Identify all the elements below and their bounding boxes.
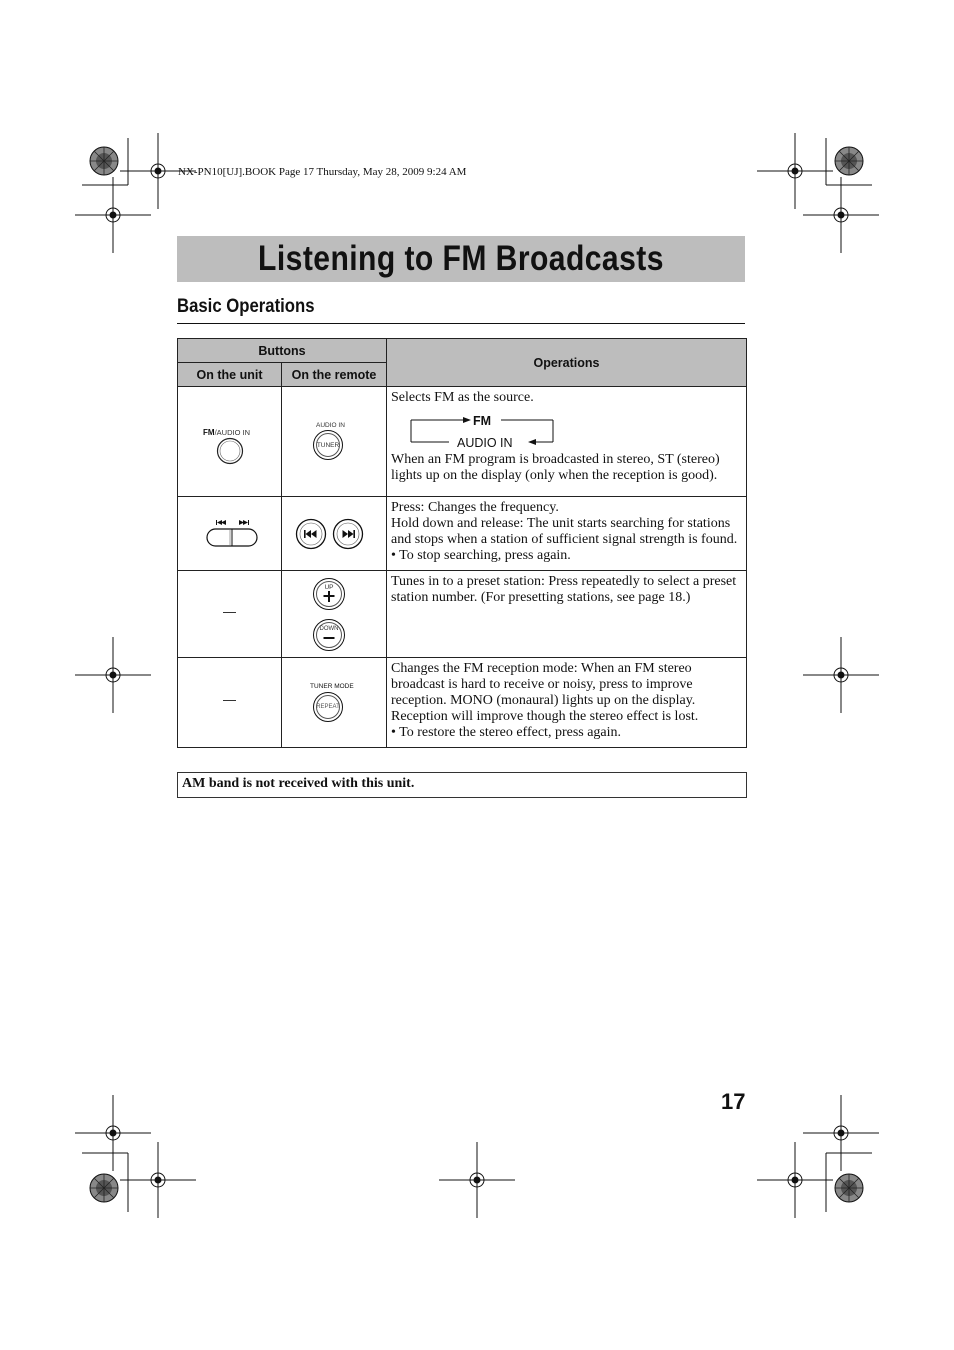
dial-mark-top-left bbox=[90, 147, 118, 175]
tuner-button[interactable]: TUNER bbox=[313, 430, 343, 460]
desc-stereo-note: When an FM program is broadcasted in stereo, ST (stereo) lights up on the display (only when the reception is good). bbox=[391, 452, 720, 483]
header-buttons: Buttons bbox=[178, 339, 387, 363]
remote-tuner-cell bbox=[282, 387, 387, 497]
source-cycle-diagram bbox=[391, 406, 742, 452]
page-title-bar bbox=[177, 236, 745, 282]
table-row bbox=[178, 571, 747, 658]
remote-skip-cell bbox=[282, 497, 387, 571]
table-row bbox=[178, 497, 747, 571]
diagram-fm: FM bbox=[473, 414, 492, 428]
diagram-audio-in: AUDIO IN bbox=[457, 436, 513, 450]
preset-down-button[interactable]: DOWN bbox=[313, 619, 345, 651]
preset-up-button[interactable]: UP bbox=[313, 578, 345, 610]
repeat-button[interactable]: REPEAT bbox=[313, 692, 343, 722]
desc-preset: Tunes in to a preset station: Press repeatedly to select a preset station number. (For presetting stations, see page 18.) bbox=[391, 574, 737, 605]
desc-intro: Selects FM as the source. bbox=[391, 390, 534, 405]
section-title: Basic Operations bbox=[177, 296, 315, 317]
header-on-unit: On the unit bbox=[178, 363, 282, 387]
unit-none-dash: — bbox=[223, 604, 236, 619]
row-description bbox=[387, 571, 747, 658]
unit-skip-cell bbox=[178, 497, 282, 571]
table-row bbox=[178, 387, 747, 497]
print-header: NX-PN10[UJ].BOOK Page 17 Thursday, May 28, 2009 9:24 AM bbox=[178, 166, 467, 178]
dial-mark-top-right bbox=[835, 147, 863, 175]
header-operations: Operations bbox=[387, 339, 747, 387]
dial-mark-bottom-right bbox=[835, 1174, 863, 1202]
page-number: 17 bbox=[721, 1089, 746, 1114]
remote-tuner-mode-cell bbox=[282, 658, 387, 748]
desc-mode: Changes the FM reception mode: When an FM stereo broadcast is hard to receive or noisy, press to improve reception. MONO (monaural) lights up on the display. Reception will improve though the stereo effect is lost. bbox=[391, 661, 699, 724]
am-band-note: AM band is not received with this unit. bbox=[177, 772, 747, 798]
desc-stop: • To stop searching, press again. bbox=[391, 548, 571, 563]
header-on-remote: On the remote bbox=[282, 363, 387, 387]
table-row bbox=[178, 658, 747, 748]
unit-skip-buttons[interactable] bbox=[205, 517, 260, 549]
unit-none-dash: — bbox=[223, 692, 236, 707]
section-heading bbox=[177, 296, 745, 324]
unit-fm-audio-in-cell bbox=[178, 387, 282, 497]
skip-back-button[interactable] bbox=[295, 518, 329, 552]
desc-restore: • To restore the stereo effect, press again. bbox=[391, 725, 622, 740]
skip-forward-button[interactable] bbox=[332, 518, 366, 552]
page-title: Listening to FM Broadcasts bbox=[258, 239, 664, 278]
remote-preset-cell bbox=[282, 571, 387, 658]
fm-audio-in-label: FM/AUDIO IN bbox=[203, 428, 250, 437]
unit-mode-cell bbox=[178, 658, 282, 748]
row-description bbox=[387, 658, 747, 748]
desc-hold: Hold down and release: The unit starts searching for stations and stops when a station of sufficient signal strength is found. bbox=[391, 516, 738, 547]
fm-audio-in-button[interactable] bbox=[216, 437, 246, 467]
dial-mark-bottom-left bbox=[90, 1174, 118, 1202]
tuner-mode-label: TUNER MODE bbox=[310, 683, 354, 690]
operations-table bbox=[177, 338, 747, 748]
row-description bbox=[387, 387, 747, 497]
desc-press: Press: Changes the frequency. bbox=[391, 500, 559, 515]
audio-in-label: AUDIO IN bbox=[316, 422, 345, 429]
unit-preset-cell bbox=[178, 571, 282, 658]
row-description bbox=[387, 497, 747, 571]
